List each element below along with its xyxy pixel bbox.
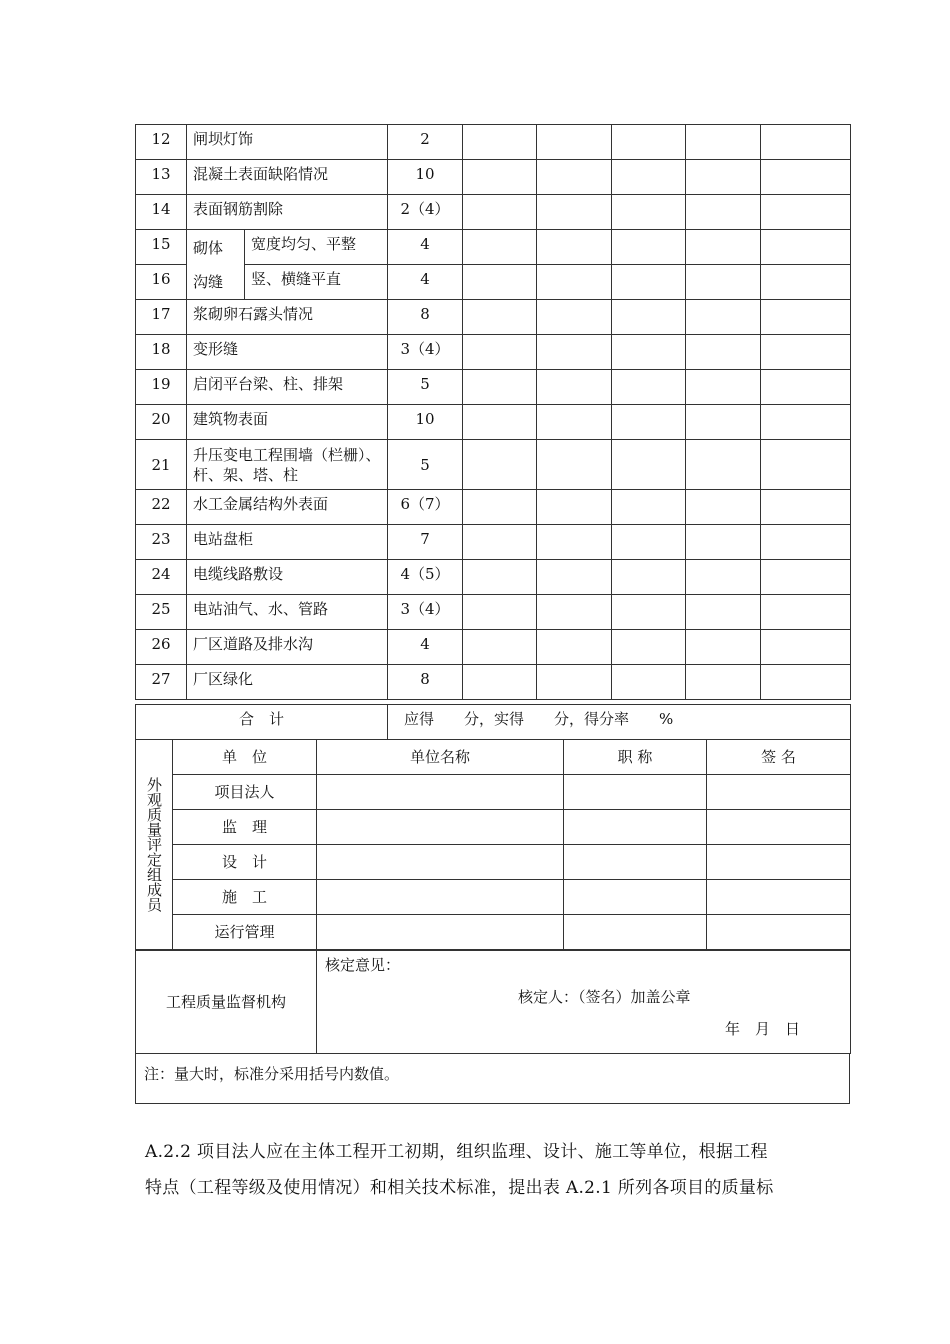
item-name: 表面钢筋割除	[187, 195, 388, 230]
note-table	[135, 1053, 850, 1104]
title-cell[interactable]	[564, 915, 707, 950]
item-name: 电缆线路敷设	[187, 560, 388, 595]
item-name: 建筑物表面	[187, 405, 388, 440]
score-cell[interactable]	[537, 440, 612, 490]
score-cell[interactable]	[463, 370, 537, 405]
score-cell[interactable]	[686, 595, 761, 630]
row-number: 27	[136, 665, 187, 700]
standard-score: 2	[388, 125, 463, 160]
score-cell[interactable]	[463, 665, 537, 700]
score-cell[interactable]	[686, 195, 761, 230]
score-cell[interactable]	[686, 490, 761, 525]
score-cell[interactable]	[463, 440, 537, 490]
standard-score: 8	[388, 665, 463, 700]
score-cell[interactable]	[612, 230, 686, 265]
table-row	[136, 335, 851, 370]
standard-score: 3（4）	[388, 335, 463, 370]
table-row	[136, 630, 851, 665]
score-cell[interactable]	[537, 300, 612, 335]
score-cell[interactable]	[612, 560, 686, 595]
score-cell[interactable]	[686, 370, 761, 405]
member-row	[136, 915, 851, 950]
standard-score: 4	[388, 265, 463, 300]
row-number: 18	[136, 335, 187, 370]
review-signer: 核定人：（签名）加盖公章	[518, 988, 691, 1006]
row-number: 19	[136, 370, 187, 405]
item-name: 电站油气、水、管路	[187, 595, 388, 630]
score-cell[interactable]	[463, 335, 537, 370]
unit-name-cell[interactable]	[317, 915, 564, 950]
unit-name-cell[interactable]	[317, 880, 564, 915]
item-name: 启闭平台梁、柱、排架	[187, 370, 388, 405]
score-cell[interactable]	[761, 125, 851, 160]
row-number: 22	[136, 490, 187, 525]
header-title: 职 称	[564, 740, 707, 775]
score-table-body	[136, 125, 851, 700]
row-number: 14	[136, 195, 187, 230]
member-row	[136, 880, 851, 915]
standard-score: 5	[388, 440, 463, 490]
score-cell[interactable]	[761, 490, 851, 525]
member-row	[136, 845, 851, 880]
score-cell[interactable]	[537, 335, 612, 370]
note-row	[136, 1054, 850, 1104]
standard-score: 8	[388, 300, 463, 335]
row-number: 17	[136, 300, 187, 335]
row-number: 25	[136, 595, 187, 630]
score-cell[interactable]	[686, 630, 761, 665]
row-number: 23	[136, 525, 187, 560]
review-table	[135, 950, 851, 1054]
member-unit: 项目法人	[173, 775, 317, 810]
score-cell[interactable]	[686, 230, 761, 265]
table-row	[136, 490, 851, 525]
score-cell[interactable]	[537, 370, 612, 405]
score-cell[interactable]	[463, 195, 537, 230]
score-cell[interactable]	[612, 160, 686, 195]
table-row	[136, 440, 851, 490]
member-side-label: 外观质量评定组成员	[145, 777, 163, 912]
standard-score: 5	[388, 370, 463, 405]
score-cell[interactable]	[537, 560, 612, 595]
score-cell[interactable]	[761, 405, 851, 440]
score-cell[interactable]	[537, 595, 612, 630]
score-table	[135, 124, 851, 700]
row-number: 16	[136, 265, 187, 300]
supervision-org: 工程质量监督机构	[136, 951, 317, 1054]
score-cell[interactable]	[761, 665, 851, 700]
score-cell[interactable]	[463, 405, 537, 440]
score-cell[interactable]	[612, 665, 686, 700]
score-cell[interactable]	[537, 265, 612, 300]
member-row	[136, 775, 851, 810]
table-row	[136, 370, 851, 405]
score-cell[interactable]	[463, 630, 537, 665]
member-unit: 设 计	[173, 845, 317, 880]
table-row	[136, 160, 851, 195]
score-cell[interactable]	[761, 300, 851, 335]
score-cell[interactable]	[537, 525, 612, 560]
member-side-label-cell	[136, 740, 173, 950]
review-opinion-label: 核定意见：	[325, 956, 401, 974]
member-header-row	[136, 740, 851, 775]
item-name: 混凝土表面缺陷情况	[187, 160, 388, 195]
item-group-line: 沟缝	[193, 272, 224, 291]
title-cell[interactable]	[564, 775, 707, 810]
score-cell[interactable]	[761, 560, 851, 595]
item-name: 竖、横缝平直	[245, 265, 388, 300]
score-cell[interactable]	[463, 230, 537, 265]
signature-cell[interactable]	[707, 915, 851, 950]
score-cell[interactable]	[537, 405, 612, 440]
table-row	[136, 300, 851, 335]
item-group	[187, 230, 245, 300]
review-date: 年 月 日	[724, 1020, 800, 1038]
item-name: 浆砌卵石露头情况	[187, 300, 388, 335]
title-cell[interactable]	[564, 845, 707, 880]
item-name: 电站盘柜	[187, 525, 388, 560]
table-row	[136, 405, 851, 440]
score-cell[interactable]	[686, 335, 761, 370]
score-cell[interactable]	[761, 595, 851, 630]
score-cell[interactable]	[463, 595, 537, 630]
score-cell[interactable]	[612, 525, 686, 560]
table-row	[136, 595, 851, 630]
table-row	[136, 125, 851, 160]
score-cell[interactable]	[612, 630, 686, 665]
score-cell[interactable]	[761, 335, 851, 370]
item-group-line: 砌体	[193, 238, 224, 257]
score-cell[interactable]	[537, 630, 612, 665]
score-cell[interactable]	[463, 560, 537, 595]
title-cell[interactable]	[564, 880, 707, 915]
score-cell[interactable]	[761, 160, 851, 195]
signature-cell[interactable]	[707, 810, 851, 845]
standard-score: 7	[388, 525, 463, 560]
header-signature: 签 名	[707, 740, 851, 775]
score-cell[interactable]	[612, 370, 686, 405]
table-row	[136, 665, 851, 700]
score-cell[interactable]	[686, 665, 761, 700]
item-name: 水工金属结构外表面	[187, 490, 388, 525]
row-number: 20	[136, 405, 187, 440]
score-cell[interactable]	[761, 265, 851, 300]
score-cell[interactable]	[463, 300, 537, 335]
score-cell[interactable]	[537, 490, 612, 525]
score-cell[interactable]	[612, 265, 686, 300]
score-cell[interactable]	[463, 490, 537, 525]
unit-name-cell[interactable]	[317, 810, 564, 845]
score-cell[interactable]	[537, 665, 612, 700]
score-cell[interactable]	[686, 525, 761, 560]
score-cell[interactable]	[612, 300, 686, 335]
review-opinion-cell	[317, 951, 851, 1054]
signature-cell[interactable]	[707, 845, 851, 880]
row-number: 15	[136, 230, 187, 265]
header-unit-name: 单位名称	[317, 740, 564, 775]
total-label: 合 计	[136, 705, 388, 740]
header-unit: 单 位	[173, 740, 317, 775]
total-row	[136, 705, 851, 740]
row-number: 12	[136, 125, 187, 160]
standard-score: 4	[388, 230, 463, 265]
score-cell[interactable]	[612, 335, 686, 370]
score-cell[interactable]	[686, 125, 761, 160]
score-cell[interactable]	[612, 405, 686, 440]
total-score-text: 应得 分，实得 分，得分率 %	[388, 705, 851, 740]
standard-score: 10	[388, 160, 463, 195]
score-cell[interactable]	[612, 440, 686, 490]
standard-score: 2（4）	[388, 195, 463, 230]
score-cell[interactable]	[761, 370, 851, 405]
item-name: 变形缝	[187, 335, 388, 370]
signature-cell[interactable]	[707, 880, 851, 915]
item-name: 宽度均匀、平整	[245, 230, 388, 265]
item-name: 闸坝灯饰	[187, 125, 388, 160]
note-text: 注：量大时，标准分采用括号内数值。	[136, 1054, 850, 1104]
score-cell[interactable]	[537, 195, 612, 230]
unit-name-cell[interactable]	[317, 775, 564, 810]
item-name: 升压变电工程围墙（栏栅）、杆、架、塔、柱	[187, 440, 388, 490]
score-cell[interactable]	[686, 265, 761, 300]
table-row	[136, 195, 851, 230]
table-row	[136, 525, 851, 560]
paragraph-line-1: A.2.2 项目法人应在主体工程开工初期，组织监理、设计、施工等单位，根据工程	[145, 1142, 768, 1162]
row-number: 26	[136, 630, 187, 665]
row-number: 21	[136, 440, 187, 490]
score-cell[interactable]	[686, 405, 761, 440]
score-cell[interactable]	[761, 440, 851, 490]
member-unit: 监 理	[173, 810, 317, 845]
score-cell[interactable]	[463, 525, 537, 560]
table-row	[136, 230, 851, 265]
score-cell[interactable]	[463, 125, 537, 160]
row-number: 24	[136, 560, 187, 595]
score-cell[interactable]	[612, 195, 686, 230]
score-cell[interactable]	[761, 230, 851, 265]
member-table	[135, 739, 851, 950]
score-cell[interactable]	[761, 630, 851, 665]
score-cell[interactable]	[761, 195, 851, 230]
member-unit: 施 工	[173, 880, 317, 915]
score-cell[interactable]	[537, 230, 612, 265]
standard-score: 4	[388, 630, 463, 665]
score-cell[interactable]	[686, 560, 761, 595]
score-cell[interactable]	[537, 160, 612, 195]
score-cell[interactable]	[612, 595, 686, 630]
score-cell[interactable]	[537, 125, 612, 160]
standard-score: 6（7）	[388, 490, 463, 525]
standard-score: 4（5）	[388, 560, 463, 595]
score-cell[interactable]	[761, 525, 851, 560]
item-name: 厂区道路及排水沟	[187, 630, 388, 665]
unit-name-cell[interactable]	[317, 845, 564, 880]
score-cell[interactable]	[686, 160, 761, 195]
standard-score: 3（4）	[388, 595, 463, 630]
score-cell[interactable]	[463, 265, 537, 300]
score-cell[interactable]	[463, 160, 537, 195]
score-cell[interactable]	[612, 125, 686, 160]
row-number: 13	[136, 160, 187, 195]
score-cell[interactable]	[686, 440, 761, 490]
member-row	[136, 810, 851, 845]
paragraph-line-2: 特点（工程等级及使用情况）和相关技术标准，提出表 A.2.1 所列各项目的质量标	[145, 1178, 774, 1198]
score-cell[interactable]	[612, 490, 686, 525]
table-row	[136, 560, 851, 595]
score-cell[interactable]	[686, 300, 761, 335]
signature-cell[interactable]	[707, 775, 851, 810]
standard-score: 10	[388, 405, 463, 440]
review-row	[136, 951, 851, 1054]
item-name: 厂区绿化	[187, 665, 388, 700]
total-table	[135, 704, 851, 740]
title-cell[interactable]	[564, 810, 707, 845]
member-unit: 运行管理	[173, 915, 317, 950]
